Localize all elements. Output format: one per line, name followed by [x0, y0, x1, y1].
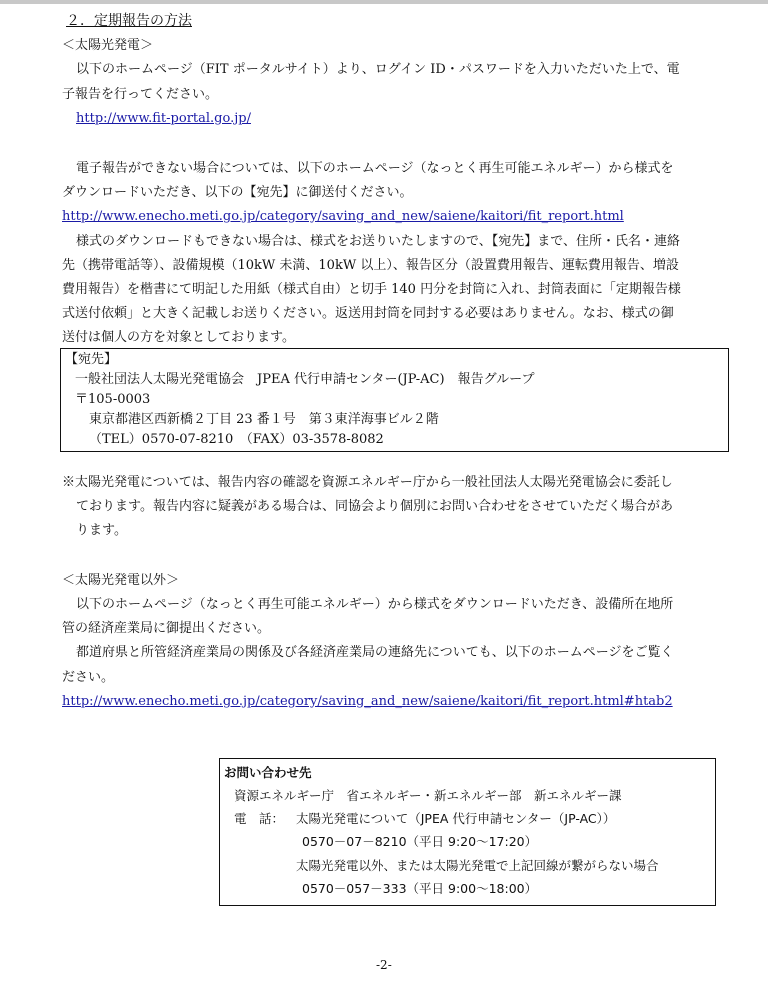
- address-street: 東京都港区西新橋２丁目 23 番１号 第３東洋海事ビル２階: [89, 412, 439, 427]
- solar-para1-line1: 以下のホームページ（FIT ポータルサイト）より、ログイン ID・パスワードを入力いただいた上で、電: [76, 62, 680, 77]
- solar-para3-line5: 送付は個人の方を対象としております。: [62, 330, 295, 345]
- solar-para3-line1: 様式のダウンロードもできない場合は、様式をお送りいたしますので、【宛先】まで、住所・氏名・連絡: [76, 234, 680, 249]
- page-number: -2-: [376, 958, 392, 972]
- note-line1: ※太陽光発電については、報告内容の確認を資源エネルギー庁から一般社団法人太陽光発電協会に委託し: [62, 475, 673, 490]
- section-title: ２．定期報告の方法: [66, 13, 192, 29]
- fit-report-htab2-link[interactable]: http://www.enecho.meti.go.jp/category/saving_and_new/saiene/kaitori/fit_report.html#htab2: [62, 694, 673, 709]
- non-solar-para1-line1: 以下のホームページ（なっとく再生可能エネルギー）から様式をダウンロードいただき、設備所在地所: [76, 597, 674, 612]
- note-line3: ります。: [76, 523, 127, 538]
- address-postal: 〒105-0003: [75, 392, 151, 407]
- contact-title: お問い合わせ先: [224, 765, 312, 780]
- solar-heading: ＜太陽光発電＞: [62, 38, 154, 53]
- solar-para3-line2: 先（携帯電話等）、設備規模（10kW 未満、10kW 以上）、報告区分（設置費用報告、運転費用報告、増設: [62, 258, 679, 273]
- contact-solar-line: 太陽光発電について（JPEA 代行申請センター（JP-AC））: [296, 811, 616, 826]
- address-box: [60, 348, 729, 452]
- non-solar-para2-line2: ださい。: [62, 670, 115, 685]
- contact-other-line: 太陽光発電以外、または太陽光発電で上記回線が繋がらない場合: [296, 858, 659, 873]
- solar-para3-line3: 費用報告）を楷書にて明記した用紙（様式自由）と切手 140 円分を封筒に入れ、封筒表面に「定期報告様: [62, 282, 681, 297]
- address-label: 【宛先】: [65, 352, 118, 367]
- contact-dept: 資源エネルギー庁 省エネルギー・新エネルギー部 新エネルギー課: [234, 788, 622, 803]
- solar-para3-line4: 式送付依頼」と大きく記載しお送りください。返送用封筒を同封する必要はありません。なお、様式の御: [62, 306, 674, 321]
- address-contact: （TEL）0570-07-8210 （FAX）03-3578-8082: [89, 432, 384, 447]
- non-solar-para1-line2: 管の経済産業局に御提出ください。: [62, 621, 271, 636]
- solar-para2-line1: 電子報告ができない場合については、以下のホームページ（なっとく再生可能エネルギー）から様式を: [76, 161, 674, 176]
- contact-solar-number: 0570－07－8210（平日 9:20～17:20）: [302, 834, 538, 849]
- non-solar-heading: ＜太陽光発電以外＞: [62, 573, 180, 588]
- note-line2: ております。報告内容に疑義がある場合は、同協会より個別にお問い合わせをさせていただく場合があ: [76, 499, 673, 514]
- address-org: 一般社団法人太陽光発電協会 JPEA 代行申請センター(JP-AC) 報告グループ: [75, 372, 535, 387]
- viewer-top-bar: [0, 0, 768, 4]
- solar-para2-line2: ダウンロードいただき、以下の【宛先】に御送付ください。: [62, 185, 413, 200]
- contact-box: [219, 758, 716, 906]
- non-solar-para2-line1: 都道府県と所管経済産業局の関係及び各経済産業局の連絡先についても、以下のホームページをご覧く: [76, 645, 674, 660]
- contact-other-number: 0570－057－333（平日 9:00～18:00）: [302, 881, 538, 896]
- solar-para1-line2: 子報告を行ってください。: [62, 87, 219, 102]
- fit-portal-link[interactable]: http://www.fit-portal.go.jp/: [76, 111, 251, 126]
- contact-phone-label: 電 話：: [234, 811, 285, 826]
- fit-report-link[interactable]: http://www.enecho.meti.go.jp/category/saving_and_new/saiene/kaitori/fit_report.html: [62, 209, 624, 224]
